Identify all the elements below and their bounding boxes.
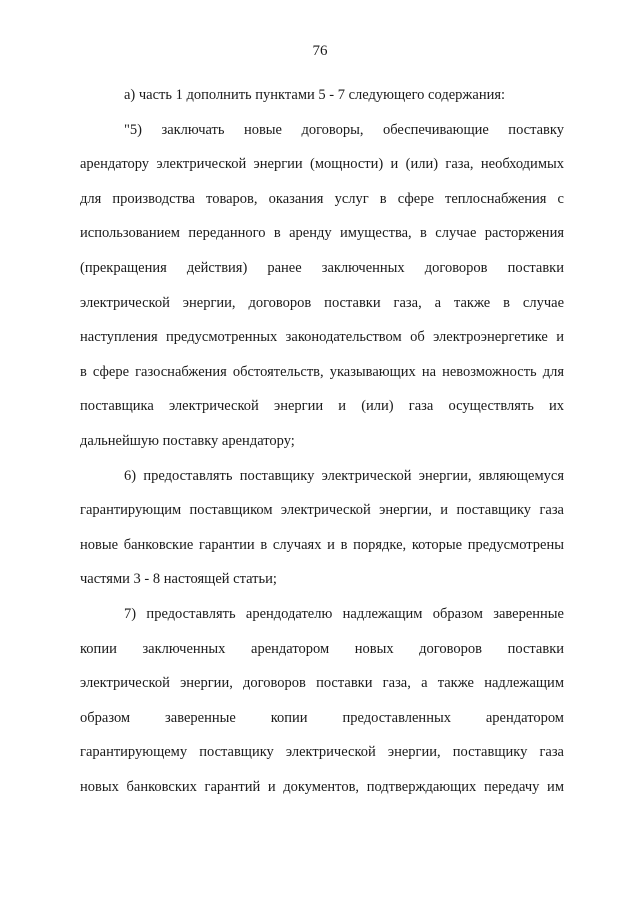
text-line: новые банковские гарантии в случаях и в порядке, которые предусмотрены bbox=[80, 536, 564, 553]
text-line: арендатору электрической энергии (мощности) и (или) газа, необходимых bbox=[80, 156, 564, 173]
text-line: новых банковских гарантий и документов, подтверждающих передачу им bbox=[80, 778, 564, 795]
text-line: 7) предоставлять арендодателю надлежащим образом заверенные bbox=[124, 605, 564, 622]
text-line: в сфере газоснабжения обстоятельств, указывающих на невозможность для bbox=[80, 363, 564, 380]
text-line: гарантирующим поставщиком электрической энергии, и поставщику газа bbox=[80, 502, 564, 519]
text-line: использованием переданного в аренду имущества, в случае расторжения bbox=[80, 225, 564, 242]
text-line: дальнейшую поставку арендатору; bbox=[80, 432, 295, 449]
text-line: а) часть 1 дополнить пунктами 5 - 7 следующего содержания: bbox=[124, 87, 506, 103]
page-number: 76 bbox=[312, 43, 328, 59]
text-line: для производства товаров, оказания услуг в сфере теплоснабжения с bbox=[80, 190, 564, 207]
paragraph-item-6 bbox=[80, 459, 564, 597]
text-line: электрической энергии, договоров поставки газа, а также надлежащим bbox=[80, 675, 564, 692]
text-line: копии заключенных арендатором новых договоров поставки bbox=[80, 640, 564, 657]
text-line: наступления предусмотренных законодательством об электроэнергетике и bbox=[80, 329, 564, 346]
text-line: образом заверенные копии предоставленных арендатором bbox=[80, 709, 564, 726]
document-body bbox=[80, 78, 564, 804]
text-line: (прекращения действия) ранее заключенных договоров поставки bbox=[80, 259, 564, 276]
text-line: 6) предоставлять поставщику электрической энергии, являющемуся bbox=[124, 467, 564, 484]
text-line: поставщика электрической энергии и (или) газа осуществлять их bbox=[80, 398, 564, 415]
text-line: гарантирующему поставщику электрической энергии, поставщику газа bbox=[80, 744, 564, 761]
paragraph-intro bbox=[80, 78, 564, 113]
text-line: частями 3 - 8 настоящей статьи; bbox=[80, 571, 277, 588]
paragraph-item-5 bbox=[80, 113, 564, 459]
text-line: "5) заключать новые договоры, обеспечивающие поставку bbox=[124, 121, 564, 138]
text-line: электрической энергии, договоров поставки газа, а также в случае bbox=[80, 294, 564, 311]
paragraph-item-7 bbox=[80, 597, 564, 805]
